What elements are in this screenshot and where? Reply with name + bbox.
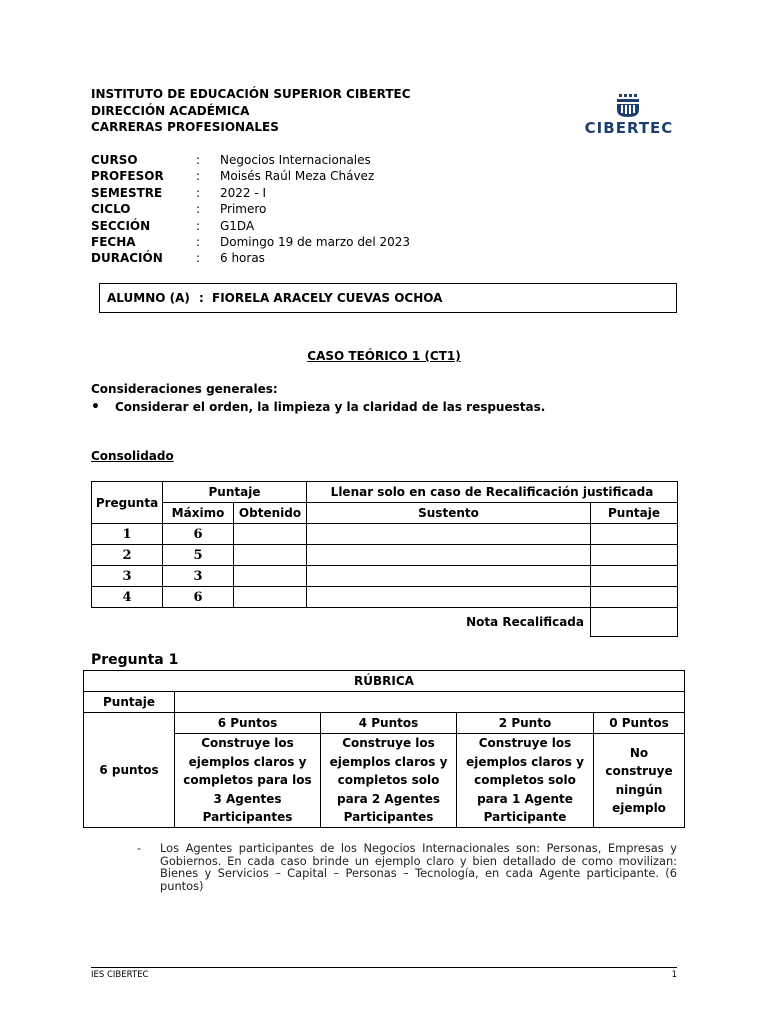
page-number: 1 — [671, 970, 677, 980]
level-label: 0 Puntos — [594, 713, 685, 734]
info-key: DURACIÓN — [91, 251, 163, 266]
table-row — [92, 524, 678, 545]
info-row-seccion — [91, 218, 410, 234]
question-1-text: Los Agentes participantes de los Negocios Internacionales son: Personas, Empresas y Gobiernos. En cada caso brinde un ejemplo claro y bien detallado de como movilizan: Bienes y Servicios – Capital – Personas – Tecnología, en cada Agente participante. (6 puntos) — [160, 841, 677, 893]
logo-emblem-icon — [581, 94, 677, 118]
nota-recalificada-label: Nota Recalificada — [466, 615, 584, 630]
info-value: G1DA — [220, 218, 255, 233]
dash-marker: - — [137, 841, 142, 855]
obtenido-cell[interactable] — [234, 566, 307, 587]
case-title: CASO TEÓRICO 1 (CT1) — [307, 349, 461, 363]
info-key: CURSO — [91, 153, 138, 167]
obtenido-cell[interactable] — [234, 587, 307, 608]
col-puntaje-recal: Puntaje — [591, 503, 678, 524]
header-line-2: DIRECCIÓN ACADÉMICA — [91, 103, 250, 118]
col-obtenido: Obtenido — [234, 503, 307, 524]
question-1-title: Pregunta 1 — [91, 652, 179, 668]
info-sep: : — [196, 251, 201, 266]
sustento-cell[interactable] — [307, 587, 591, 608]
obtenido-cell[interactable] — [234, 524, 307, 545]
logo-text: CIBERTEC — [584, 119, 674, 137]
sustento-cell[interactable] — [307, 545, 591, 566]
info-row-duracion — [91, 250, 410, 266]
info-sep: : — [196, 153, 201, 167]
info-row-ciclo — [91, 201, 410, 217]
table-row — [92, 587, 678, 608]
info-value: Domingo 19 de marzo del 2023 — [220, 235, 411, 250]
nota-recalificada-cell[interactable] — [591, 608, 678, 637]
info-row-profesor — [91, 168, 410, 184]
info-row-semestre — [91, 185, 410, 201]
col-maximo: Máximo — [163, 503, 234, 524]
info-value: 2022 - I — [220, 185, 267, 200]
info-value: Moisés Raúl Meza Chávez — [220, 169, 375, 184]
rubric-table — [83, 670, 685, 828]
footer-institution: IES CIBERTEC — [91, 970, 149, 980]
level-label: 2 Punto — [457, 713, 594, 734]
student-name: FIORELA ARACELY CUEVAS OCHOA — [212, 291, 443, 305]
info-key: CICLO — [91, 202, 131, 217]
institution-header — [91, 86, 411, 136]
maximo-cell: 3 — [163, 566, 234, 587]
considerations-item — [91, 400, 545, 414]
puntaje-cell[interactable] — [591, 587, 678, 608]
pregunta-cell: 1 — [92, 524, 163, 545]
maximo-cell: 6 — [163, 524, 234, 545]
table-row — [92, 545, 678, 566]
col-puntaje: Puntaje — [163, 482, 307, 503]
cibertec-logo — [581, 94, 677, 136]
col-pregunta: Pregunta — [92, 482, 163, 524]
info-key: FECHA — [91, 235, 136, 250]
question-1-text-block — [137, 842, 677, 892]
col-sustento: Sustento — [307, 503, 591, 524]
level-label: 6 Puntos — [175, 713, 321, 734]
info-key: SEMESTRE — [91, 185, 163, 200]
info-value: 6 horas — [220, 251, 265, 266]
consolidado-table — [91, 481, 678, 637]
puntaje-cell[interactable] — [591, 566, 678, 587]
student-sep: : — [199, 291, 204, 305]
info-row-fecha — [91, 234, 410, 250]
level-desc: No construye ningún ejemplo — [594, 734, 685, 828]
info-sep: : — [196, 202, 201, 217]
info-sep: : — [196, 169, 201, 184]
maximo-cell: 5 — [163, 545, 234, 566]
info-sep: : — [196, 235, 201, 250]
sustento-cell[interactable] — [307, 524, 591, 545]
consolidado-heading: Consolidado — [91, 449, 174, 463]
level-desc: Construye los ejemplos claros y completos para los 3 Agentes Participantes — [175, 734, 321, 828]
info-key: SECCIÓN — [91, 218, 151, 233]
student-box — [99, 283, 677, 313]
info-value: Primero — [220, 202, 267, 217]
info-sep: : — [196, 218, 201, 233]
puntaje-cell[interactable] — [591, 524, 678, 545]
level-desc: Construye los ejemplos claros y completos solo para 1 Agente Participante — [457, 734, 594, 828]
rubric-total: 6 puntos — [84, 713, 175, 828]
rubric-title: RÚBRICA — [84, 671, 685, 692]
student-label: ALUMNO (A) — [107, 291, 190, 305]
pregunta-cell: 4 — [92, 587, 163, 608]
considerations-heading: Consideraciones generales: — [91, 382, 278, 396]
pregunta-cell: 3 — [92, 566, 163, 587]
sustento-cell[interactable] — [307, 566, 591, 587]
info-value: Negocios Internacionales — [220, 153, 371, 167]
pregunta-cell: 2 — [92, 545, 163, 566]
header-line-1: INSTITUTO DE EDUCACIÓN SUPERIOR CIBERTEC — [91, 87, 411, 101]
rubric-puntaje-label: Puntaje — [84, 692, 175, 713]
maximo-cell: 6 — [163, 587, 234, 608]
considerations-text: Considerar el orden, la limpieza y la claridad de las respuestas. — [115, 400, 546, 414]
info-key: PROFESOR — [91, 169, 164, 184]
table-row — [92, 566, 678, 587]
info-row-curso — [91, 152, 410, 168]
col-recalificacion: Llenar solo en caso de Recalificación justificada — [307, 482, 678, 503]
course-info — [91, 152, 410, 267]
puntaje-cell[interactable] — [591, 545, 678, 566]
header-line-3: CARRERAS PROFESIONALES — [91, 120, 279, 134]
footer-divider — [91, 967, 677, 968]
bullet-icon: • — [91, 399, 100, 415]
info-sep: : — [196, 185, 201, 200]
obtenido-cell[interactable] — [234, 545, 307, 566]
level-label: 4 Puntos — [321, 713, 457, 734]
level-desc: Construye los ejemplos claros y completos solo para 2 Agentes Participantes — [321, 734, 457, 828]
